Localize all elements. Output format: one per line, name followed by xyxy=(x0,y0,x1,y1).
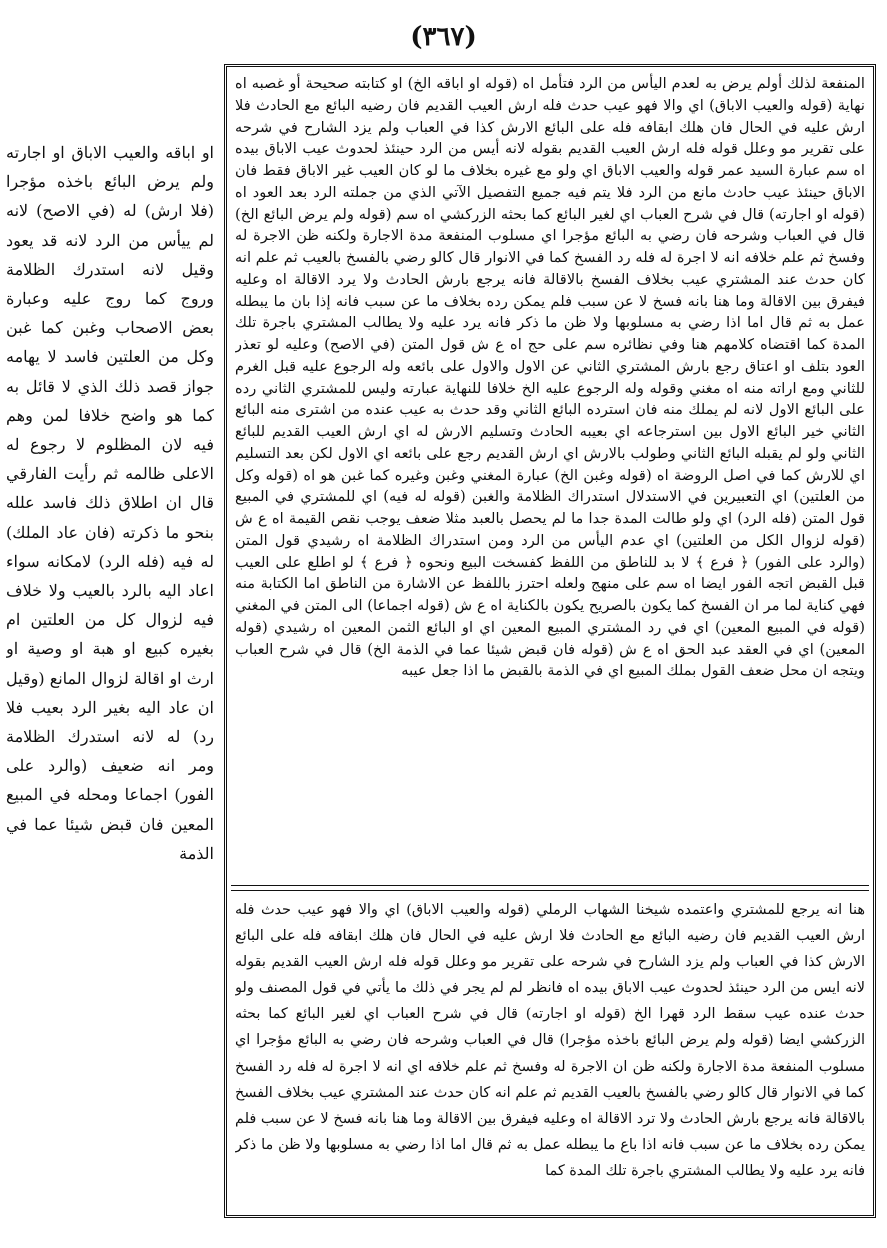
section-divider xyxy=(231,885,869,891)
commentary-text: المنفعة لذلك أولم يرض به لعدم اليأس من الرد فتأمل اه (قوله او اباقه الخ) او كتابته صحيحة أو غصبه اه نهاية (قوله والعيب الاباق) اي والا فهو عيب حدث فله ارش العيب القديم فان رضيه البائع مع الحادث فلا ارش عليه في الحال فان هلك ابقافه فله على البائع الارش كذا في العباب ولم يزد الشارح في شرحه على تقرير مو وعلل قوله فله ارش العيب القديم بقوله لانه أيس من الرد حينئذ لحدوث عيب الاباق بيده اه سم عبارة السيد عمر قوله والعيب الاباق اي ولو مع غيره بخلاف ما لو كان العيب غير الاباق فقط فان الاباق حينئذ عيب حادث مانع من الرد فلا يتم فيه جميع التفصيل الآتي الذي من جملته الرد بعد العود اه (قوله او اجارته) قال في شرح العباب اي لغير البائع كما بحثه الزركشي اه سم (قوله ولم يرض البائع الخ) قال في العباب وشرحه فان رضي به البائع مؤجرا اي مسلوب المنفعة مدة الاجارة ولكنه ظن الاجرة له وفسخ ثم علم خلافه انه لا اجرة له فله رد الفسخ كما في الانوار قال كالو رضي بالفسخ بالعيب ثم علم انه كان حدث عند المشتري عيب بخلاف الفسخ بالاقالة فانه يرجع بارش الحادث ولا يرد الاقالة اه وعليه فيفرق بين الاقالة وما هنا بانه فسخ لا عن سبب فلم يمكن رده بخلاف ما عن سبب فانه إذا بان ما يبطله عمل به ثم قال اما اذا رضي به مسلوبها ولا ظن ما ذكر فانه يرد عليه ولا يطالب المشتري باجرة تلك المدة كما اقتضاه كلامهم هنا وفي نظائره سم على حج اه ع ش قول المتن (في الاصح) وعليه لو تعذر العود بتلف او اعتاق رجع بارش المشتري الثاني عن الاول والاول على بائعه وله الرجوع عليه قبل الغرم للثاني ومع اراته منه اه مغني وقوله وله الرجوع عليه الخ خلافا للنهاية عبارته وليس للمشتري الثاني رده على البائع الاول لانه لم يملك منه فان استرده البائع الثاني وقد حدث به عيب عنده من اشترى منه البائع الثاني خير البائع الاول بين استرجاعه اي بعيبه الحادث وتسليم الارش له اي ارش العيب القديم للبائع الثاني ولو لم يقبله البائع الثاني وطولب بالارش اي ارش القديم رجع على بائعه اي الاول لكن بعد التسليم اي للارش كما في اصل الروضة اه (قوله وغبن الخ) عبارة المغني وغبن وغيره كما غبن هو اه (قوله وكل من العلتين) اي التعبيرين في الاستدلال استدراك الظلامة والغبن (قوله له فيه) اي للمشتري في المبيع قول المتن (فله الرد) اي ولو طالت المدة جدا ما لم يحصل بالعبد مثلا ضعف يوجب نقص القيمة اه ع ش (قوله لزوال الكل من العلتين) اي عدم اليأس من الرد ومن استدراك الظلامة اه رشيدي قول المتن (والرد على الفور) ﴿ فرع ﴾ لا بد للناطق من اللفظ كفسخت البيع ونحوه ﴿ فرع ﴾ لو اطلع على العيب قبل القبض اتجه الفور ايضا اه سم على منهج ولعله احترز باللفظ عن الاشارة من الناطق اما الكتابة منه فهي كناية لما مر ان الفسخ كما يكون بالصريح يكون بالكناية اه ع ش (قوله اجماعا) الى المتن في المغني (قوله في المبيع المعين) اي في رد المشتري المبيع المعين اي او البائع الثمن المعين اه رشيدي (قوله المعين) اي في العقد عبد الحق اه ع ش (قوله فان قبض شيئا عما في الذمة الخ) قال في شرح العباب ويتجه ان محل ضعف القول بملك المبيع اي في الذمة بالقبض ما اذا جعل عيبه xyxy=(235,75,865,680)
main-text-frame xyxy=(224,64,876,1218)
margin-matn-text: او اباقه والعيب الاباق او اجارته ولم يرض البائع باخذه مؤجرا (فلا ارش) له (في الاصح) لانه لم ييأس من الرد لانه قد يعود وقيل لانه استدرك الظلامة وروج كما روج عليه وعبارة بعض الاصحاب وغبن كما غبن وكل من العلتين فاسد لا يهامه جواز قصد ذلك الذي لا قائل به كما هو واضح خلافا لمن وهم فيه لان المظلوم لا رجوع له الاعلى ظالمه ثم رأيت الفارقي قال ان اطلاق ذلك فاسد علله بنحو ما ذكرته (فان عاد الملك) له فيه (فله الرد) لامكانه سواء اعاد اليه بالرد بالعيب ولا خلاف فيه لزوال كل من العلتين ام بغيره كبيع او هبة او وصية او ارث او اقالة لزوال المانع (وقيل ان عاد اليه بغير الرد بعيب فلا رد) له لانه استدرك الظلامة ومر انه ضعيف (والرد على الفور) اجماعا ومحله في المبيع المعين فان قبض شيئا عما في الذمة xyxy=(6,143,214,863)
page-number: (٣٦٧) xyxy=(410,22,477,52)
footnote-text: هنا انه يرجع للمشتري واعتمده شيخنا الشهاب الرملي (قوله والعيب الاباق) اي والا فهو عيب حدث فله ارش العيب القديم فان رضيه البائع مع الحادث فلا ارش عليه في الحال فان هلك ابقافه فله على البائع الارش كذا في العباب ولم يزد الشارح في شرحه على تقرير مو وعلل قوله فله ارش العيب القديم بقوله لانه ايس من الرد حينئذ لحدوث عيب الاباق بيده اه فانظر لم لم يجر في ذلك ما يأتي في قول المصنف ولو حدث عنده عيب سقط الرد قهرا الخ (قوله او اجارته) قال في شرح العباب اي لغير البائع كما بحثه الزركشي ايضا (قوله ولم يرض البائع باخذه مؤجرا) قال في العباب وشرحه فان رضي به البائع مؤجرا اي مسلوب المنفعة مدة الاجارة ولكنه ظن ان الاجرة له وفسخ ثم علم خلافه اي انه لا اجرة له فله رد الفسخ كما في الانوار قال كالو رضي بالفسخ بالعيب القديم ثم علم انه كان حدث عند المشتري عيب بخلاف الفسخ بالاقالة فانه يرجع بارش الحادث ولا ترد الاقالة اه وعليه فيفرق بين الاقالة وما هنا بانه فسخ لا عن سبب فلم يمكن رده بخلاف ما عن سبب فانه اذا باع ما يبطله عمل به ثم قال اما اذا رضي به مسلوبها ولا ظن ما ذكر فانه يرد عليه ولا يطالب المشتري باجرة تلك المدة كما xyxy=(235,902,865,1179)
